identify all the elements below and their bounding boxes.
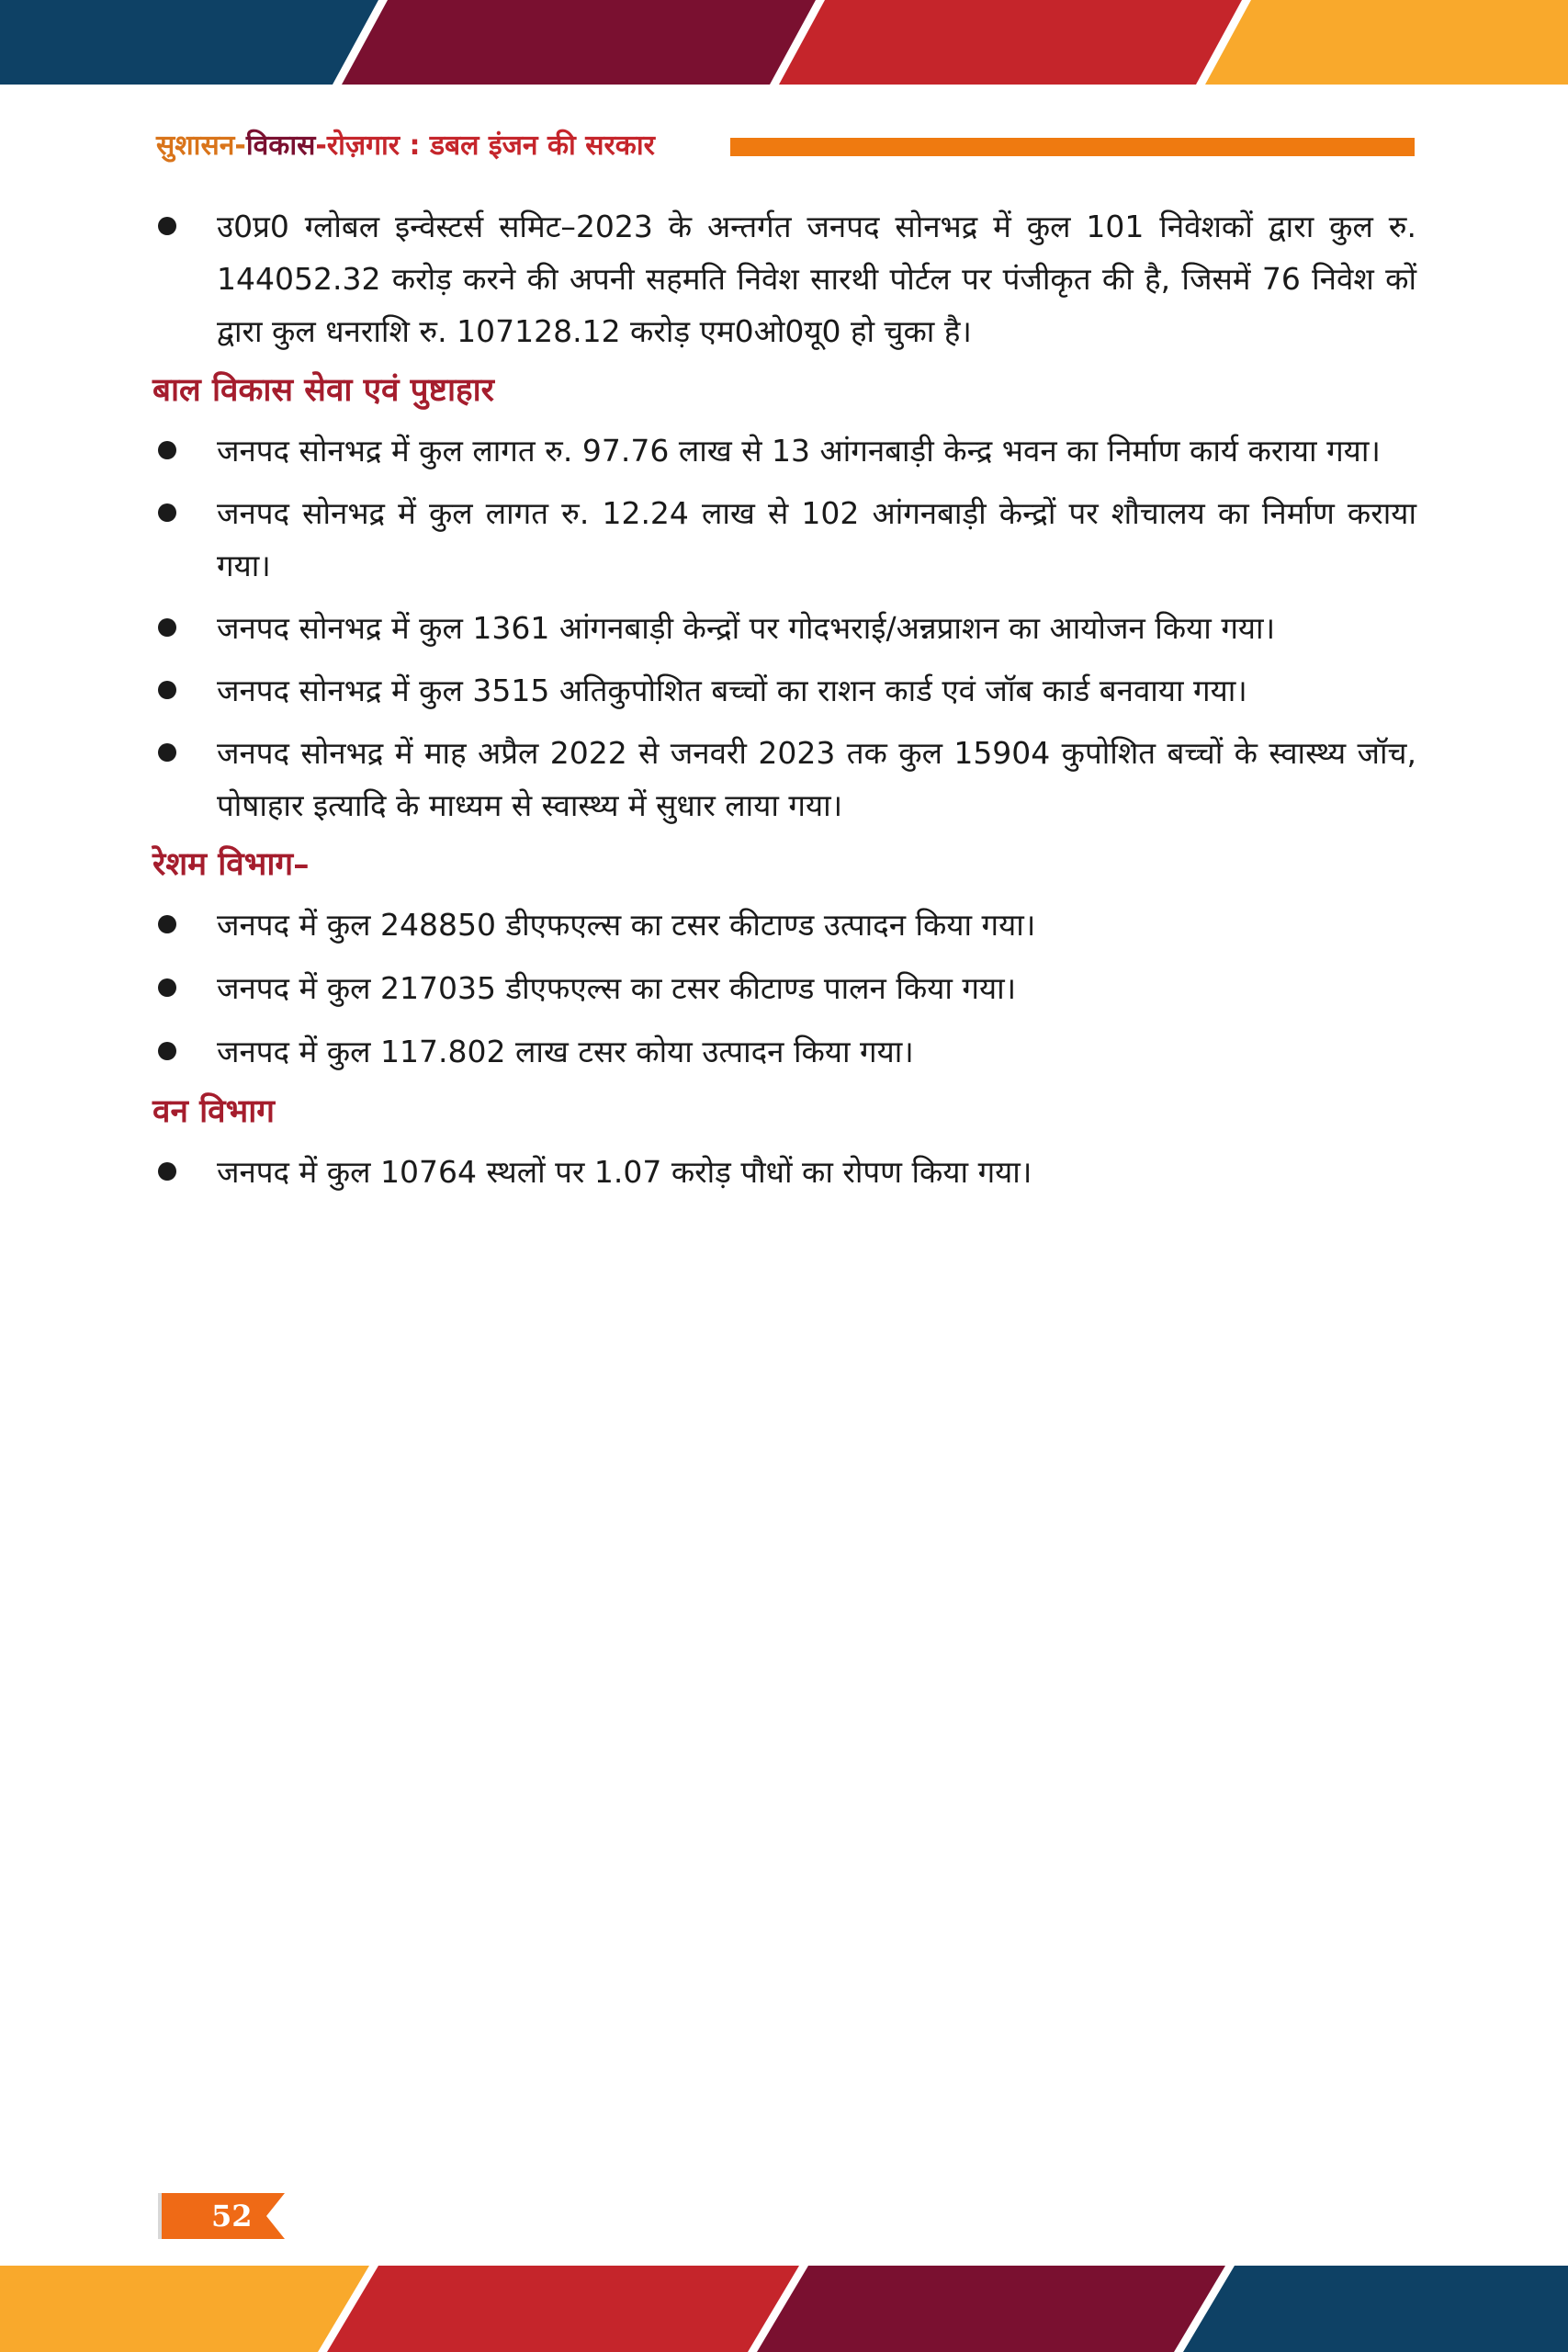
section-title-bal-vikas: बाल विकास सेवा एवं पुष्टाहार <box>152 371 495 409</box>
list-item <box>152 962 1416 1014</box>
header-rule <box>730 138 1415 156</box>
list-item-text: जनपद में कुल 217035 डीएफएल्स का टसर कीटाण्ड पालन किया गया। <box>217 970 1017 1006</box>
list-item-text: जनपद में कुल 248850 डीएफएल्स का टसर कीटाण्ड उत्पादन किया गया। <box>217 907 1036 943</box>
bullet-icon <box>158 1162 176 1181</box>
bullet-icon <box>158 915 176 933</box>
section-title-resham: रेशम विभाग– <box>152 845 310 883</box>
header-title-part-2: विकास <box>245 130 316 162</box>
list-item <box>152 1025 1416 1078</box>
bullet-icon <box>158 618 176 637</box>
list-item-text: उ0प्र0 ग्लोबल इन्वेस्टर्स समिट–2023 के अन्तर्गत जनपद सोनभद्र में कुल 101 निवेशकों द्वारा कुल रु. 144052.32 करोड़ करने की अपनी सहमति निवेश सारथी पोर्टल पर पंजीकृत की है, जिसमें 76 निवेश कों द्वारा कुल धनराशि रु. 107128.12 करोड़ एम0ओ0यू0 हो चुका है। <box>217 209 1416 349</box>
bullet-icon <box>158 1042 176 1060</box>
page-number-tab <box>158 2193 287 2239</box>
page-content <box>152 200 1416 1209</box>
bullet-icon <box>158 978 176 997</box>
list-item-text: जनपद सोनभद्र में कुल लागत रु. 97.76 लाख से 13 आंगनबाड़ी केन्द्र भवन का निर्माण कार्य कराया गया। <box>217 433 1381 469</box>
list-item <box>152 899 1416 951</box>
list-item <box>152 727 1416 831</box>
intro-list <box>152 200 1416 357</box>
bullet-icon <box>158 681 176 699</box>
list-item-text: जनपद में कुल 10764 स्थलों पर 1.07 करोड़ पौधों का रोपण किया गया। <box>217 1154 1032 1190</box>
bullet-icon <box>158 441 176 459</box>
list-item <box>152 200 1416 357</box>
list-item <box>152 424 1416 477</box>
list-item-text: जनपद सोनभद्र में कुल 1361 आंगनबाड़ी केन्द्रों पर गोदभराई/अन्नप्राशन का आयोजन किया गया। <box>217 610 1276 646</box>
list-item-text: जनपद में कुल 117.802 लाख टसर कोया उत्पादन किया गया। <box>217 1034 914 1069</box>
list-item-text: जनपद सोनभद्र में कुल 3515 अतिकुपोशित बच्चों का राशन कार्ड एवं जॉब कार्ड बनवाया गया। <box>217 673 1247 708</box>
top-color-band <box>0 0 1568 85</box>
section-title-van: वन विभाग <box>152 1092 275 1130</box>
list-item <box>152 487 1416 592</box>
list-item <box>152 664 1416 717</box>
header-title-part-3: -रोज़गार : डबल इंजन की सरकार <box>315 130 655 162</box>
list-item-text: जनपद सोनभद्र में कुल लागत रु. 12.24 लाख से 102 आंगनबाड़ी केन्द्रों पर शौचालय का निर्माण कराया गया। <box>217 495 1416 583</box>
resham-list <box>152 899 1416 1078</box>
list-item-text: जनपद सोनभद्र में माह अप्रैल 2022 से जनवरी 2023 तक कुल 15904 कुपोशित बच्चों के स्वास्थ्य जॉच, पोषाहार इत्यादि के माध्यम से स्वास्थ्य में सुधार लाया गया। <box>217 735 1416 823</box>
header-title-part-1: सुशासन- <box>156 130 246 162</box>
bullet-icon <box>158 217 176 235</box>
list-item <box>152 602 1416 654</box>
header-title <box>156 123 655 169</box>
bullet-icon <box>158 503 176 522</box>
van-list <box>152 1146 1416 1198</box>
page-number: 52 <box>211 2199 253 2233</box>
bottom-color-band <box>0 2266 1568 2352</box>
bal-vikas-list <box>152 424 1416 831</box>
running-header <box>156 123 1415 169</box>
list-item <box>152 1146 1416 1198</box>
bullet-icon <box>158 743 176 762</box>
